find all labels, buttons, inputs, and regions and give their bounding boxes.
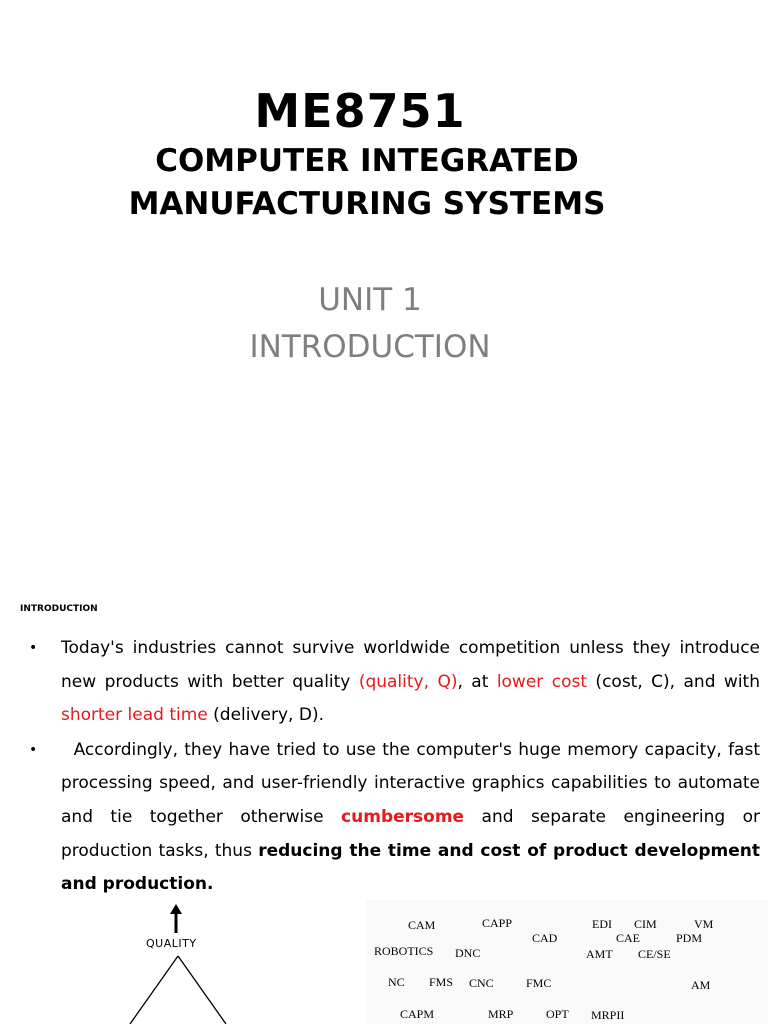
bullet-list xyxy=(29,632,766,903)
acronym-cnc: CNC xyxy=(469,976,494,990)
highlight-quality: (quality, Q) xyxy=(358,671,458,692)
course-title-line2: MANUFACTURING SYSTEMS xyxy=(128,186,606,222)
text-run: (delivery, D). xyxy=(207,705,324,726)
bullet-item xyxy=(29,632,760,733)
acronym-amt: AMT xyxy=(586,947,613,961)
acronym-cad: CAD xyxy=(532,931,558,945)
highlight-reducing: reducing the time and cost of product development and production. xyxy=(61,840,760,895)
acronym-edi: EDI xyxy=(592,917,612,931)
acronym-fmc: FMC xyxy=(526,976,552,990)
quality-triangle-icon xyxy=(120,900,260,1024)
acronym-mrpii: MRPII xyxy=(591,1008,625,1022)
quality-axis-label: QUALITY xyxy=(146,937,197,950)
text-run: , at xyxy=(457,671,497,692)
bullet-item xyxy=(29,734,766,902)
unit-label: UNIT 1 xyxy=(318,282,422,318)
course-title-line1: COMPUTER INTEGRATED xyxy=(155,143,579,179)
bullet1-text xyxy=(61,638,760,725)
acronym-cim: CIM xyxy=(634,917,657,931)
highlight-cumbersome: cumbersome xyxy=(341,806,465,827)
text-run: (cost, C), and with xyxy=(587,671,760,692)
text-run: and separate engineering or production tasks, thus xyxy=(61,806,760,861)
course-code: ME8751 xyxy=(254,84,466,138)
acronym-fms: FMS xyxy=(429,975,454,989)
highlight-lead-time: shorter lead time xyxy=(61,705,208,726)
bullet-dot-icon: • xyxy=(29,741,38,758)
acronym-cese: CE/SE xyxy=(638,947,671,961)
text-run: Today's industries cannot survive worldwide competition unless they introduce new products with better quality xyxy=(61,638,760,692)
acronym-cam: CAM xyxy=(408,918,436,932)
acronym-pdm: PDM xyxy=(676,931,703,945)
bullet-dot-icon: • xyxy=(29,640,38,656)
acronym-capm: CAPM xyxy=(400,1007,435,1021)
bullet2-text xyxy=(61,740,765,894)
acronym-dnc: DNC xyxy=(455,946,481,960)
acronym-am: AM xyxy=(691,978,711,992)
acronym-cae: CAE xyxy=(616,931,640,945)
unit-subtitle: INTRODUCTION xyxy=(249,329,491,365)
acronym-nc: NC xyxy=(388,975,405,989)
highlight-lower-cost: lower cost xyxy=(496,671,587,692)
text-run: Accordingly, they have tried to use the computer's huge memory capacity, fast processing speed, and user-friendly interactive graphics capabilities to automate and tie together otherwise xyxy=(61,739,766,827)
acronym-vm: VM xyxy=(694,917,714,931)
acronym-panel xyxy=(366,900,768,1024)
course-title xyxy=(0,140,734,226)
acronym-robotics: ROBOTICS xyxy=(374,944,434,958)
section-heading: INTRODUCTION xyxy=(20,604,98,614)
acronym-opt: OPT xyxy=(546,1007,569,1021)
acronym-mrp: MRP xyxy=(488,1007,514,1021)
quality-figure xyxy=(120,900,260,1024)
acronym-capp: CAPP xyxy=(482,916,513,930)
